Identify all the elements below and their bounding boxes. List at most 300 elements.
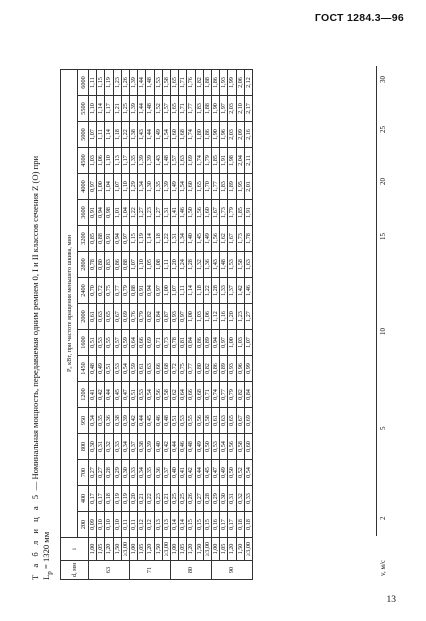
power-value-cell: 0,61 bbox=[212, 408, 220, 434]
ratio-cell: 1,20 bbox=[146, 538, 154, 561]
power-value-cell: 1,26 bbox=[121, 70, 129, 96]
power-value-cell: 0,83 bbox=[105, 252, 113, 278]
rpm-header-cell: 950 bbox=[78, 408, 89, 434]
table-label: Т а б л и ц а 5 bbox=[30, 492, 40, 580]
table-row bbox=[113, 70, 121, 580]
power-value-cell: 1,63 bbox=[244, 252, 252, 278]
belt-length-subscript: p bbox=[45, 571, 54, 575]
table-row bbox=[195, 70, 203, 580]
power-value-cell: 1,06 bbox=[97, 148, 105, 174]
power-value-cell: 1,89 bbox=[228, 174, 236, 200]
power-value-cell: 1,39 bbox=[162, 174, 170, 200]
power-value-cell: 0,91 bbox=[89, 200, 97, 226]
power-value-cell: 0,66 bbox=[138, 330, 146, 356]
power-value-cell: 1,83 bbox=[220, 174, 228, 200]
power-value-cell: 0,88 bbox=[97, 226, 105, 252]
power-value-cell: 1,90 bbox=[212, 122, 220, 148]
power-value-cell: 1,74 bbox=[187, 122, 195, 148]
power-value-cell: 0,84 bbox=[244, 382, 252, 408]
power-value-cell: 0,44 bbox=[105, 382, 113, 408]
power-value-cell: 0,70 bbox=[89, 278, 97, 304]
power-value-cell: 0,26 bbox=[187, 486, 195, 512]
power-value-cell: 0,42 bbox=[162, 434, 170, 460]
power-value-cell: 0,75 bbox=[105, 278, 113, 304]
table-row bbox=[244, 70, 252, 580]
power-value-cell: 0,81 bbox=[179, 330, 187, 356]
power-value-cell: 1,00 bbox=[228, 330, 236, 356]
power-value-cell: 0,49 bbox=[220, 460, 228, 486]
power-value-cell: 0,53 bbox=[97, 330, 105, 356]
table-row bbox=[154, 70, 162, 580]
power-value-cell: 0,13 bbox=[162, 512, 170, 538]
ratio-cell: 1,20 bbox=[105, 538, 113, 561]
power-value-cell: 1,50 bbox=[187, 200, 195, 226]
power-value-cell: 1,58 bbox=[236, 252, 244, 278]
power-value-cell: 1,19 bbox=[138, 226, 146, 252]
power-value-cell: 1,62 bbox=[220, 226, 228, 252]
power-value-cell: 1,48 bbox=[220, 252, 228, 278]
power-value-cell: 0,65 bbox=[228, 408, 236, 434]
power-value-cell: 0,18 bbox=[105, 486, 113, 512]
power-value-cell: 2,03 bbox=[228, 96, 236, 122]
power-value-cell: 1,07 bbox=[171, 278, 179, 304]
power-value-cell: 2,06 bbox=[236, 70, 244, 96]
table-row bbox=[171, 70, 179, 580]
power-value-cell: 0,09 bbox=[89, 512, 97, 538]
power-value-cell: 0,13 bbox=[154, 512, 162, 538]
power-value-cell: 0,96 bbox=[236, 356, 244, 382]
rpm-header-cell: 200 bbox=[78, 512, 89, 538]
power-value-cell: 1,08 bbox=[154, 252, 162, 278]
page-header: ГОСТ 1284.3—96 bbox=[314, 12, 404, 24]
power-value-cell: 0,10 bbox=[105, 512, 113, 538]
belt-length-value: = 1320 мм bbox=[41, 531, 51, 572]
power-value-cell: 0,34 bbox=[138, 460, 146, 486]
power-value-cell: 1,68 bbox=[179, 122, 187, 148]
power-value-cell: 0,45 bbox=[203, 460, 211, 486]
power-value-cell: 1,10 bbox=[138, 252, 146, 278]
power-value-cell: 1,46 bbox=[244, 278, 252, 304]
power-value-cell: 0,44 bbox=[138, 408, 146, 434]
power-value-cell: 0,34 bbox=[89, 408, 97, 434]
power-value-cell: 0,69 bbox=[121, 304, 129, 330]
power-value-cell: 1,23 bbox=[113, 70, 121, 96]
power-value-cell: 1,54 bbox=[162, 122, 170, 148]
power-value-cell: 1,01 bbox=[113, 200, 121, 226]
power-value-cell: 1,00 bbox=[162, 278, 170, 304]
power-value-cell: 0,93 bbox=[228, 356, 236, 382]
power-value-cell: 0,54 bbox=[121, 356, 129, 382]
table-row bbox=[187, 70, 195, 580]
power-value-cell: 0,97 bbox=[121, 226, 129, 252]
ratio-cell: ≥3,00 bbox=[121, 538, 129, 561]
power-value-cell: 0,10 bbox=[97, 512, 105, 538]
power-value-cell: 1,18 bbox=[195, 278, 203, 304]
power-value-cell: 0,56 bbox=[195, 408, 203, 434]
power-value-cell: 1,22 bbox=[203, 278, 211, 304]
power-value-cell: 1,48 bbox=[146, 70, 154, 96]
power-value-cell: 0,40 bbox=[154, 434, 162, 460]
power-value-cell: 0,34 bbox=[121, 434, 129, 460]
power-value-cell: 0,37 bbox=[130, 434, 138, 460]
power-value-cell: 0,58 bbox=[203, 408, 211, 434]
power-value-cell: 1,39 bbox=[130, 96, 138, 122]
ratio-cell: 1,00 bbox=[130, 538, 138, 561]
speed-tick-label: 2 bbox=[379, 516, 387, 520]
power-value-cell: 0,15 bbox=[187, 512, 195, 538]
power-value-cell: 0,73 bbox=[162, 330, 170, 356]
power-value-cell: 1,18 bbox=[154, 226, 162, 252]
power-value-cell: 0,15 bbox=[195, 512, 203, 538]
power-value-cell: 1,00 bbox=[187, 304, 195, 330]
rpm-header-cell: 4000 bbox=[78, 174, 89, 200]
power-value-cell: 1,71 bbox=[179, 96, 187, 122]
power-value-cell: 0,20 bbox=[130, 486, 138, 512]
power-value-cell: 2,01 bbox=[244, 174, 252, 200]
power-value-cell: 0,63 bbox=[97, 304, 105, 330]
rpm-header-cell: 4500 bbox=[78, 148, 89, 174]
power-value-cell: 0,89 bbox=[203, 330, 211, 356]
power-value-cell: 1,35 bbox=[130, 148, 138, 174]
rpm-header-cell: 800 bbox=[78, 434, 89, 460]
power-value-cell: 0,49 bbox=[97, 356, 105, 382]
power-value-cell: 1,22 bbox=[162, 226, 170, 252]
speed-tick-label: 25 bbox=[379, 126, 387, 133]
rpm-header-cell: 3600 bbox=[78, 200, 89, 226]
power-value-cell: 1,56 bbox=[195, 200, 203, 226]
power-value-cell: 1,03 bbox=[195, 304, 203, 330]
header-diameter: d, мм bbox=[61, 561, 89, 580]
power-value-cell: 0,36 bbox=[154, 460, 162, 486]
rpm-header-cell: 5500 bbox=[78, 96, 89, 122]
power-value-cell: 1,07 bbox=[89, 122, 97, 148]
table-title: — Номинальная мощность, передаваемая одним ремнем 0, I и II классов сечения Z (O) при bbox=[30, 155, 40, 493]
power-value-cell: 1,41 bbox=[171, 200, 179, 226]
power-value-cell: 0,17 bbox=[97, 486, 105, 512]
power-value-cell: 0,63 bbox=[146, 356, 154, 382]
power-value-cell: 1,86 bbox=[212, 70, 220, 96]
power-value-cell: 0,30 bbox=[121, 460, 129, 486]
ratio-cell: ≥3,00 bbox=[244, 538, 252, 561]
power-value-cell: 0,65 bbox=[105, 304, 113, 330]
power-value-cell: 1,46 bbox=[179, 200, 187, 226]
power-value-cell: 1,11 bbox=[89, 70, 97, 96]
power-value-cell: 0,17 bbox=[89, 486, 97, 512]
power-value-cell: 1,91 bbox=[244, 200, 252, 226]
power-value-cell: 0,97 bbox=[220, 330, 228, 356]
power-value-cell: 1,13 bbox=[113, 148, 121, 174]
power-value-cell: 0,53 bbox=[113, 356, 121, 382]
power-value-cell: 0,51 bbox=[130, 382, 138, 408]
power-value-cell: 1,73 bbox=[236, 226, 244, 252]
power-value-cell: 1,60 bbox=[171, 122, 179, 148]
power-value-cell: 0,27 bbox=[195, 486, 203, 512]
power-value-cell: 0,45 bbox=[113, 382, 121, 408]
power-value-cell: 0,61 bbox=[138, 356, 146, 382]
power-value-cell: 0,56 bbox=[228, 434, 236, 460]
power-value-cell: 0,89 bbox=[220, 356, 228, 382]
power-value-cell: 1,63 bbox=[179, 148, 187, 174]
power-value-cell: 0,80 bbox=[195, 356, 203, 382]
power-value-cell: 1,04 bbox=[105, 174, 113, 200]
power-value-cell: 1,88 bbox=[203, 70, 211, 96]
power-value-cell: 0,30 bbox=[89, 434, 97, 460]
power-value-cell: 1,85 bbox=[212, 148, 220, 174]
power-value-cell: 1,91 bbox=[220, 148, 228, 174]
power-value-cell: 0,49 bbox=[195, 434, 203, 460]
power-value-cell: 0,88 bbox=[130, 278, 138, 304]
power-value-cell: 0,62 bbox=[171, 382, 179, 408]
table-row bbox=[146, 70, 154, 580]
power-value-cell: 0,53 bbox=[138, 382, 146, 408]
power-value-cell: 0,88 bbox=[121, 252, 129, 278]
table-row bbox=[105, 70, 113, 580]
power-value-cell: 0,87 bbox=[162, 304, 170, 330]
power-value-cell: 2,04 bbox=[236, 148, 244, 174]
rpm-header-cell: 400 bbox=[78, 486, 89, 512]
power-value-cell: 1,44 bbox=[138, 96, 146, 122]
power-value-cell: 1,18 bbox=[113, 122, 121, 148]
power-value-cell: 1,06 bbox=[203, 304, 211, 330]
power-value-cell: 1,96 bbox=[220, 122, 228, 148]
power-value-cell: 0,31 bbox=[228, 486, 236, 512]
power-value-cell: 1,88 bbox=[203, 96, 211, 122]
table-row bbox=[121, 70, 129, 580]
power-value-cell: 1,17 bbox=[105, 96, 113, 122]
power-value-cell: 1,42 bbox=[236, 278, 244, 304]
power-value-cell: 1,35 bbox=[154, 174, 162, 200]
ratio-cell: 1,20 bbox=[228, 538, 236, 561]
power-value-cell: 0,11 bbox=[121, 512, 129, 538]
power-value-cell: 0,86 bbox=[195, 330, 203, 356]
power-value-cell: 0,86 bbox=[113, 252, 121, 278]
power-value-cell: 0,94 bbox=[97, 200, 105, 226]
power-value-cell: 0,48 bbox=[89, 356, 97, 382]
power-value-cell: 0,44 bbox=[195, 460, 203, 486]
power-value-cell: 0,55 bbox=[105, 330, 113, 356]
power-value-cell: 0,74 bbox=[212, 382, 220, 408]
power-value-cell: 1,10 bbox=[105, 148, 113, 174]
power-value-cell: 0,17 bbox=[220, 512, 228, 538]
power-value-cell: 0,84 bbox=[154, 304, 162, 330]
table-row bbox=[220, 70, 228, 580]
power-value-cell: 0,54 bbox=[146, 382, 154, 408]
table-row bbox=[89, 70, 97, 580]
power-value-cell: 1,40 bbox=[187, 226, 195, 252]
power-value-cell: 1,11 bbox=[179, 278, 187, 304]
rpm-header-cell: 5000 bbox=[78, 122, 89, 148]
power-value-cell: 1,11 bbox=[97, 122, 105, 148]
power-value-cell: 0,79 bbox=[228, 382, 236, 408]
power-value-cell: 0,57 bbox=[113, 330, 121, 356]
power-value-cell: 1,76 bbox=[187, 70, 195, 96]
power-value-cell: 0,36 bbox=[105, 408, 113, 434]
speed-tick-label: 10 bbox=[379, 328, 387, 335]
power-value-cell: 0,94 bbox=[212, 330, 220, 356]
power-value-cell: 1,69 bbox=[187, 148, 195, 174]
rpm-header-row bbox=[78, 70, 89, 580]
power-value-cell: 0,19 bbox=[113, 486, 121, 512]
power-value-cell: 0,58 bbox=[162, 382, 170, 408]
power-value-cell: 0,59 bbox=[130, 356, 138, 382]
power-value-cell: 1,23 bbox=[146, 200, 154, 226]
power-value-cell: 0,35 bbox=[146, 460, 154, 486]
rpm-header-cell: 700 bbox=[78, 460, 89, 486]
power-value-cell: 0,29 bbox=[113, 460, 121, 486]
power-value-cell: 1,58 bbox=[162, 70, 170, 96]
ratio-cell: 1,20 bbox=[187, 538, 195, 561]
power-value-cell: 0,30 bbox=[220, 486, 228, 512]
speed-axis-label: v, м/с bbox=[379, 559, 387, 576]
power-value-cell: 0,10 bbox=[113, 512, 121, 538]
power-value-cell: 1,97 bbox=[220, 96, 228, 122]
power-value-cell: 0,47 bbox=[121, 382, 129, 408]
diameter-cell: 90 bbox=[212, 561, 253, 580]
power-value-cell: 0,86 bbox=[212, 356, 220, 382]
power-value-cell: 0,14 bbox=[179, 512, 187, 538]
power-value-cell: 0,68 bbox=[162, 356, 170, 382]
diameter-cell: 80 bbox=[171, 561, 212, 580]
power-value-cell: 1,36 bbox=[203, 252, 211, 278]
power-value-cell: 0,63 bbox=[220, 408, 228, 434]
power-value-cell: 1,93 bbox=[220, 70, 228, 96]
speed-tick-label: 30 bbox=[379, 76, 387, 83]
power-value-cell: 1,54 bbox=[179, 174, 187, 200]
power-value-cell: 0,51 bbox=[105, 356, 113, 382]
power-value-cell: 0,94 bbox=[146, 278, 154, 304]
power-value-cell: 1,34 bbox=[179, 226, 187, 252]
ratio-cell: 1,05 bbox=[179, 538, 187, 561]
power-value-cell: 1,27 bbox=[138, 200, 146, 226]
power-value-cell: 0,55 bbox=[187, 408, 195, 434]
power-value-cell: 0,80 bbox=[97, 252, 105, 278]
power-value-cell: 1,80 bbox=[195, 122, 203, 148]
power-value-cell: 1,65 bbox=[171, 70, 179, 96]
power-value-cell: 1,71 bbox=[179, 70, 187, 96]
power-value-cell: 1,74 bbox=[195, 148, 203, 174]
power-value-cell: 0,58 bbox=[236, 434, 244, 460]
power-value-cell: 0,42 bbox=[187, 460, 195, 486]
power-value-cell: 1,39 bbox=[146, 148, 154, 174]
power-value-cell: 1,90 bbox=[212, 96, 220, 122]
power-value-cell: 0,72 bbox=[97, 278, 105, 304]
power-value-cell: 0,66 bbox=[187, 382, 195, 408]
power-value-cell: 0,17 bbox=[228, 512, 236, 538]
header-power: P₀ кВт, при частоте вращения меньшего шкива, мин bbox=[61, 70, 78, 538]
power-value-cell: 1,29 bbox=[130, 174, 138, 200]
power-value-cell: 0,48 bbox=[187, 434, 195, 460]
power-value-cell: 0,85 bbox=[89, 226, 97, 252]
power-value-cell: 1,16 bbox=[220, 304, 228, 330]
power-value-cell: 0,91 bbox=[138, 278, 146, 304]
power-value-cell: 0,69 bbox=[244, 408, 252, 434]
speed-axis-line bbox=[376, 66, 377, 536]
power-value-cell: 1,31 bbox=[171, 226, 179, 252]
speed-tick-label: 5 bbox=[379, 426, 387, 430]
power-value-cell: 1,31 bbox=[162, 200, 170, 226]
power-value-cell: 1,53 bbox=[154, 70, 162, 96]
power-value-cell: 1,85 bbox=[236, 200, 244, 226]
power-value-cell: 0,15 bbox=[203, 512, 211, 538]
power-value-cell: 1,15 bbox=[130, 226, 138, 252]
power-value-cell: 0,27 bbox=[97, 460, 105, 486]
power-value-cell: 1,05 bbox=[146, 252, 154, 278]
power-value-cell: 0,69 bbox=[146, 330, 154, 356]
power-value-cell: 1,37 bbox=[228, 278, 236, 304]
power-value-cell: 0,68 bbox=[195, 382, 203, 408]
power-value-cell: 0,75 bbox=[179, 356, 187, 382]
power-value-cell: 0,71 bbox=[154, 330, 162, 356]
power-value-cell: 1,10 bbox=[89, 96, 97, 122]
power-value-cell: 0,47 bbox=[212, 460, 220, 486]
table-row bbox=[138, 70, 146, 580]
power-value-cell: 0,28 bbox=[203, 486, 211, 512]
power-value-cell: 0,46 bbox=[179, 434, 187, 460]
power-value-cell: 0,41 bbox=[179, 460, 187, 486]
power-value-cell: 1,14 bbox=[105, 122, 113, 148]
power-value-cell: 1,44 bbox=[138, 70, 146, 96]
power-value-cell: 1,48 bbox=[162, 148, 170, 174]
power-value-cell: 0,54 bbox=[244, 460, 252, 486]
power-value-cell: 2,12 bbox=[244, 70, 252, 96]
rpm-header-cell: 1450 bbox=[78, 356, 89, 382]
power-value-cell: 0,98 bbox=[105, 200, 113, 226]
rpm-header-cell: 6000 bbox=[78, 70, 89, 96]
power-value-cell: 1,39 bbox=[130, 70, 138, 96]
power-value-cell: 1,82 bbox=[195, 70, 203, 96]
power-value-cell: 0,77 bbox=[220, 382, 228, 408]
belt-length-symbol: L bbox=[41, 574, 51, 580]
power-value-cell: 1,79 bbox=[203, 148, 211, 174]
power-table bbox=[60, 69, 253, 580]
rpm-header-cell: 3200 bbox=[78, 226, 89, 252]
power-value-cell: 1,60 bbox=[203, 200, 211, 226]
power-value-cell: 0,51 bbox=[89, 330, 97, 356]
power-value-cell: 1,28 bbox=[187, 252, 195, 278]
power-value-cell: 1,03 bbox=[236, 330, 244, 356]
power-value-cell: 1,20 bbox=[171, 252, 179, 278]
power-value-cell: 1,32 bbox=[195, 252, 203, 278]
rpm-header-cell: 2400 bbox=[78, 278, 89, 304]
power-value-cell: 0,77 bbox=[187, 356, 195, 382]
power-value-cell: 0,42 bbox=[97, 382, 105, 408]
power-value-cell: 0,79 bbox=[138, 304, 146, 330]
speed-tick-label: 15 bbox=[379, 233, 387, 240]
power-value-cell: 0,53 bbox=[212, 434, 220, 460]
ratio-cell: 1,50 bbox=[236, 538, 244, 561]
power-value-cell: 0,33 bbox=[130, 460, 138, 486]
power-value-cell: 0,39 bbox=[121, 408, 129, 434]
ratio-cell: 1,05 bbox=[220, 538, 228, 561]
power-value-cell: 0,11 bbox=[130, 512, 138, 538]
power-value-cell: 0,60 bbox=[244, 434, 252, 460]
power-value-cell: 1,22 bbox=[130, 200, 138, 226]
power-value-cell: 0,93 bbox=[171, 304, 179, 330]
power-value-cell: 1,28 bbox=[212, 278, 220, 304]
power-value-cell: 1,95 bbox=[236, 174, 244, 200]
power-value-cell: 1,45 bbox=[195, 226, 203, 252]
power-value-cell: 1,11 bbox=[162, 252, 170, 278]
power-value-cell: 1,57 bbox=[162, 96, 170, 122]
power-value-cell: 0,31 bbox=[97, 434, 105, 460]
power-value-cell: 1,65 bbox=[195, 174, 203, 200]
ratio-cell: ≥3,00 bbox=[162, 538, 170, 561]
table-caption bbox=[30, 60, 56, 580]
power-value-cell: 1,48 bbox=[146, 96, 154, 122]
page-number: 13 bbox=[386, 595, 396, 605]
power-value-cell: 1,27 bbox=[244, 304, 252, 330]
power-value-cell: 1,14 bbox=[97, 96, 105, 122]
